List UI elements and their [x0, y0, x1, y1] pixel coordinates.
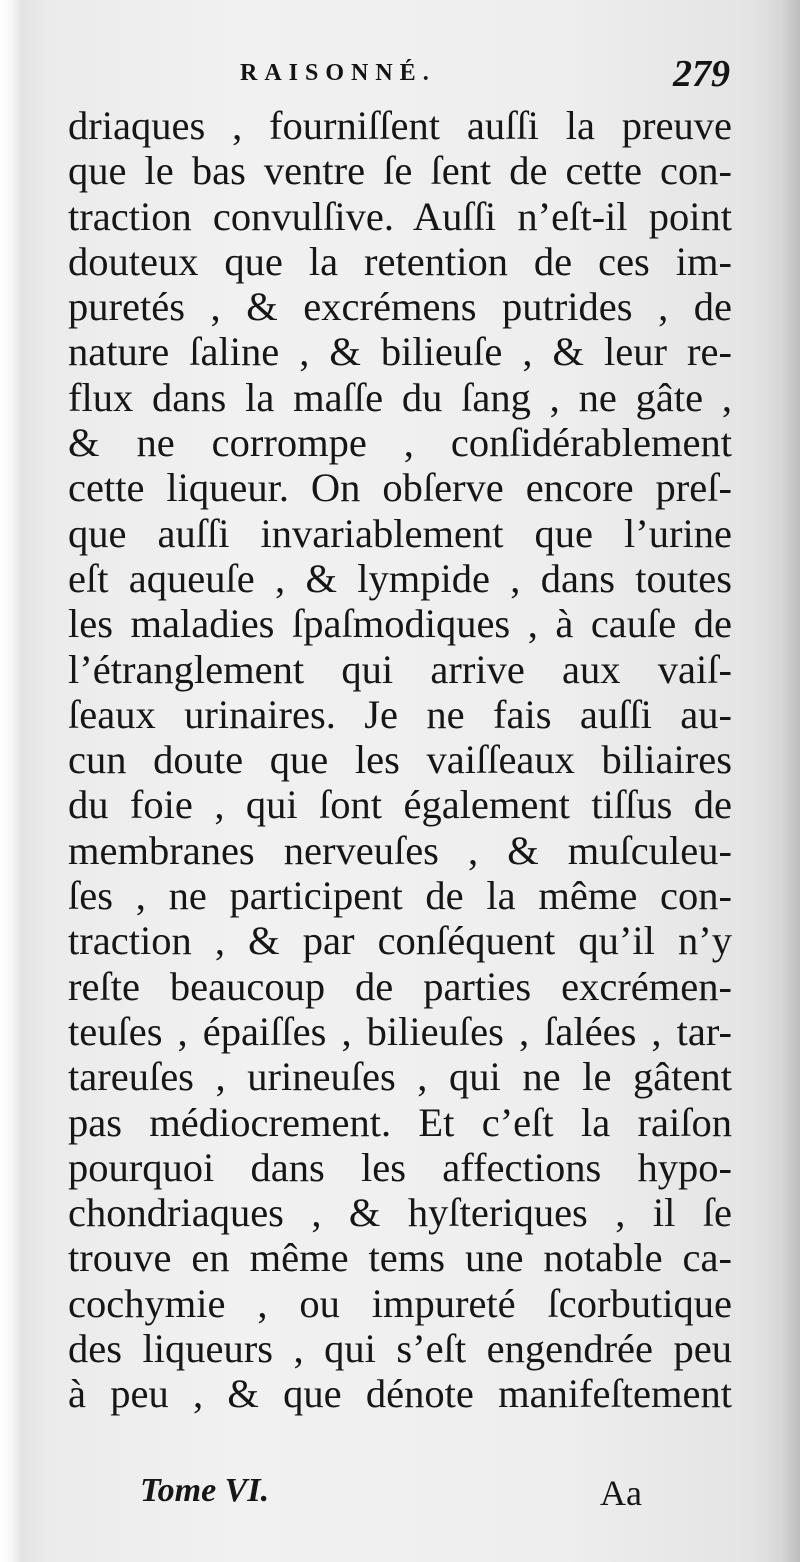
text-line: traction convulſive. Auſſi n’eſt-il point [68, 193, 732, 239]
text-line: trouve en même tems une notable ca- [68, 1235, 732, 1281]
text-line: que auſſi invariablement que l’urine [68, 510, 732, 556]
text-line: cette liqueur. On obſerve encore preſ- [68, 465, 732, 511]
text-line: cun doute que les vaiſſeaux biliaires [68, 737, 732, 783]
text-line: chondriaques , & hyſteriques , il ſe [68, 1190, 732, 1236]
text-line: pas médiocrement. Et c’eſt la raiſon [68, 1099, 732, 1145]
text-line: ſes , ne participent de la même con- [68, 873, 732, 919]
page-right-edge [782, 0, 800, 1562]
text-line: les maladies ſpaſmodiques , à cauſe de [68, 601, 732, 647]
text-line: puretés , & excrémens putrides , de [68, 284, 732, 330]
text-line: teuſes , épaiſſes , bilieuſes , ſalées , tar- [68, 1008, 732, 1054]
text-line: ſeaux urinaires. Je ne fais auſſi au- [68, 691, 732, 737]
text-line: reſte beaucoup de parties excrémen- [68, 963, 732, 1009]
text-line: l’étranglement qui arrive aux vaiſ- [68, 646, 732, 692]
text-line: nature ſaline , & bilieuſe , & leur re- [68, 329, 732, 375]
text-line: à peu , & que dénote manifeſtement [68, 1371, 732, 1417]
signature-mark: Aa [600, 1473, 642, 1513]
text-line: du foie , qui ſont également tiſſus de [68, 782, 732, 828]
text-line: tareuſes , urineuſes , qui ne le gâtent [68, 1054, 732, 1100]
page-left-edge [0, 0, 22, 1562]
text-line: membranes nerveuſes , & muſculeu- [68, 827, 732, 873]
text-line: que le bas ventre ſe ſent de cette con- [68, 148, 732, 194]
page-header [68, 52, 732, 102]
text-line: douteux que la retention de ces im- [68, 238, 732, 284]
page-footer [140, 1472, 660, 1518]
text-line: des liqueurs , qui s’eſt engendrée peu [68, 1326, 732, 1372]
text-line: driaques , fourniſſent auſſi la preuve [68, 103, 732, 148]
running-head: RAISONNÉ. [240, 60, 436, 86]
text-line: traction , & par conſéquent qu’il n’y [68, 918, 732, 964]
page-number: 279 [673, 53, 730, 95]
text-line: cochymie , ou impureté ſcorbutique [68, 1280, 732, 1326]
volume-label: Tome VI. [140, 1472, 270, 1509]
text-line: pourquoi dans les affections hypo- [68, 1144, 732, 1190]
text-line: & ne corrompe , conſidérablement [68, 420, 732, 466]
text-line: eſt aqueuſe , & lympide , dans toutes [68, 555, 732, 601]
text-line: flux dans la maſſe du ſang , ne gâte , [68, 374, 732, 420]
body-text [68, 103, 732, 1417]
